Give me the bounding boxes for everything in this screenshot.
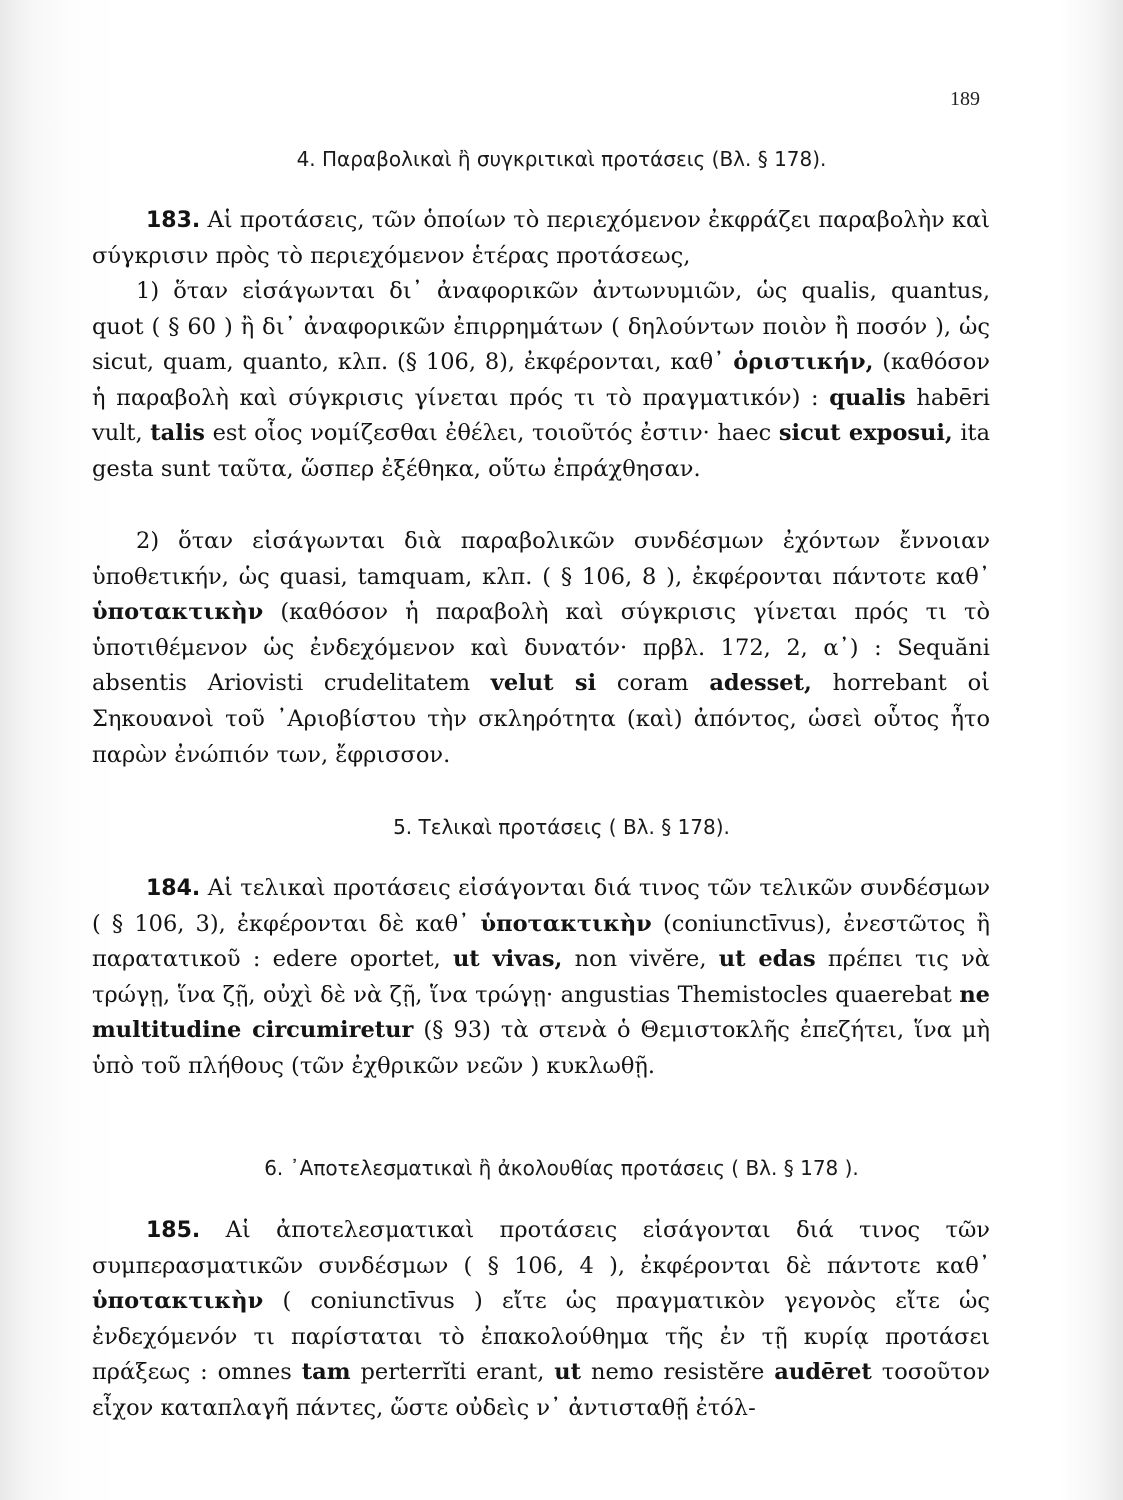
paragraph-number: 185. <box>146 1218 201 1243</box>
paragraph-text: (coniunctīvus), ἐνεστῶτος ἢ παρατατικοῦ : edere oportet, <box>92 910 990 973</box>
paragraph-text: Αἱ προτάσεις, τῶν ὁποίων τὸ περιεχόμενον ἐκφράζει παραβολὴν καὶ σύγκρισιν πρὸς τὸ περιεχόμενον ἑτέρας προτάσεως, <box>92 207 990 269</box>
paragraph-183-2 <box>92 524 990 773</box>
bold-term: velut si <box>490 670 597 697</box>
paragraph-text: 1) ὅταν εἰσάγωνται δι᾿ ἀναφορικῶν ἀντωνυμιῶν, ὡς qualis, quantus, quot ( § 60 ) ἢ δι᾿ ἀναφορικῶν ἐπιρρημάτων ( δηλούντων ποιὸν ἢ ποσόν ), ὡς sicut, quam, quanto, κλπ. (§ 106, 8), ἐκφέρονται, καθ᾿ <box>92 278 990 376</box>
bold-term: ut <box>554 1359 582 1386</box>
paragraph-text: coram <box>596 670 710 697</box>
paragraph-text: 2) ὅταν εἰσάγωνται διὰ παραβολικῶν συνδέσμων ἐχόντων ἔννοιαν ὑποθετικήν, ὡς quasi, tamquam, κλπ. ( § 106, 8 ), ἐκφέρονται πάντοτε καθ᾿ <box>92 528 990 590</box>
bold-term: ὁριστικήν, <box>733 349 874 376</box>
paragraph-text: perterrĭti erant, <box>350 1359 555 1386</box>
paragraph-text: non vivĕre, <box>562 946 719 973</box>
bold-term: qualis <box>829 384 906 411</box>
paragraph-183-1 <box>92 274 990 488</box>
bold-term: ὑποτακτικὴν <box>480 910 652 937</box>
paragraph-text: Αἱ τελικαὶ προτάσεις εἰσάγονται διά τινος τῶν τελικῶν συνδέσμων ( § 106, 3), ἐκφέρονται δὲ καθ᾿ <box>92 875 990 937</box>
paragraph-text: (καθόσον ἡ παραβολὴ καὶ σύγκρισις γίνεται πρός τι τὸ ὑποτιθέμενον ὡς ἐνδεχόμενον καὶ δυνατόν· πρβλ. 172, 2, α᾿) : Sequăni absentis Ariovisti crudelitatem <box>92 599 990 697</box>
paragraph-text: est οἷος νομίζεσθαι ἐθέλει, τοιοῦτός ἐστιν· haec <box>204 420 779 447</box>
section-heading-4: 4. Παραβολικαὶ ἢ συγκριτικαὶ προτάσεις (Βλ. § 178). <box>296 147 827 171</box>
paragraph-number: 183. <box>146 208 201 233</box>
paragraph-text: habēri vult, <box>92 384 990 447</box>
paragraph-183 <box>92 203 990 274</box>
bold-term: ὑποτακτικὴν <box>92 599 264 626</box>
bold-term: ut edas <box>718 946 816 973</box>
bold-term: adesset, <box>709 670 812 697</box>
bold-term: talis <box>150 420 205 447</box>
bold-term: ne multitudine circumiretur <box>92 981 990 1044</box>
paragraph-text: nemo resistĕre <box>581 1359 775 1386</box>
paragraph-text: Αἱ ἀποτελεσματικαὶ προτάσεις εἰσάγονται διά τινος τῶν συμπερασματικῶν συνδέσμων ( § 106, 4 ), ἐκφέρονται δὲ πάντοτε καθ᾿ <box>92 1217 990 1279</box>
paragraph-text: horrebant οἱ Σηκουανοὶ τοῦ ᾿Αριοβίστου τὴν σκληρότητα (καὶ) ἀπόντος, ὡσεὶ οὗτος ἦτο παρὼν ἐνώπιόν των, ἔφρισσον. <box>92 670 990 768</box>
bold-term: audēret <box>774 1359 872 1386</box>
bold-term: sicut exposui, <box>778 420 953 447</box>
paragraph-text: ( coniunctīvus ) εἴτε ὡς πραγματικὸν γεγονὸς εἴτε ὡς ἐνδεχόμενόν τι παρίσταται τὸ ἐπακολούθημα τῆς ἐν τῇ κυρίᾳ προτάσει πράξεως : omnes <box>92 1288 990 1386</box>
section-heading-5: 5. Τελικαὶ προτάσεις ( Βλ. § 178). <box>393 815 730 839</box>
paragraph-text: (§ 93) τὰ στενὰ ὁ Θεμιστοκλῆς ἐπεζήτει, ἵνα μὴ ὑπὸ τοῦ πλήθους (τῶν ἐχθρικῶν νεῶν ) κυκλωθῇ. <box>92 1017 991 1079</box>
paragraph-number: 184. <box>146 876 201 901</box>
paragraph-184 <box>92 871 990 1085</box>
paragraph-text: πρέπει τις νὰ τρώγῃ, ἵνα ζῇ, οὐχὶ δὲ νὰ ζῇ, ἵνα τρώγῃ· angustias Themistocles quaerebat <box>92 946 990 1008</box>
bold-term: ὑποτακτικὴν <box>92 1288 264 1315</box>
bold-term: tam <box>301 1359 351 1386</box>
paragraph-text: ita gesta sunt ταῦτα, ὥσπερ ἐξέθηκα, οὕτω ἐπράχθησαν. <box>92 420 991 482</box>
page-number: 189 <box>950 88 980 110</box>
bold-term: ut vivas, <box>452 946 563 973</box>
paragraph-185 <box>92 1213 990 1427</box>
paragraph-text: (καθόσον ἡ παραβολὴ καὶ σύγκρισις γίνεται πρός τι τὸ πραγματικόν) : <box>92 349 990 411</box>
section-heading-6: 6. ᾿Αποτελεσματικαὶ ἢ ἀκολουθίας προτάσεις ( Βλ. § 178 ). <box>264 1156 859 1180</box>
paragraph-text: τοσοῦτον εἶχον καταπλαγῆ πάντες, ὥστε οὐδεὶς ν᾿ ἀντισταθῇ ἐτόλ- <box>92 1359 990 1421</box>
